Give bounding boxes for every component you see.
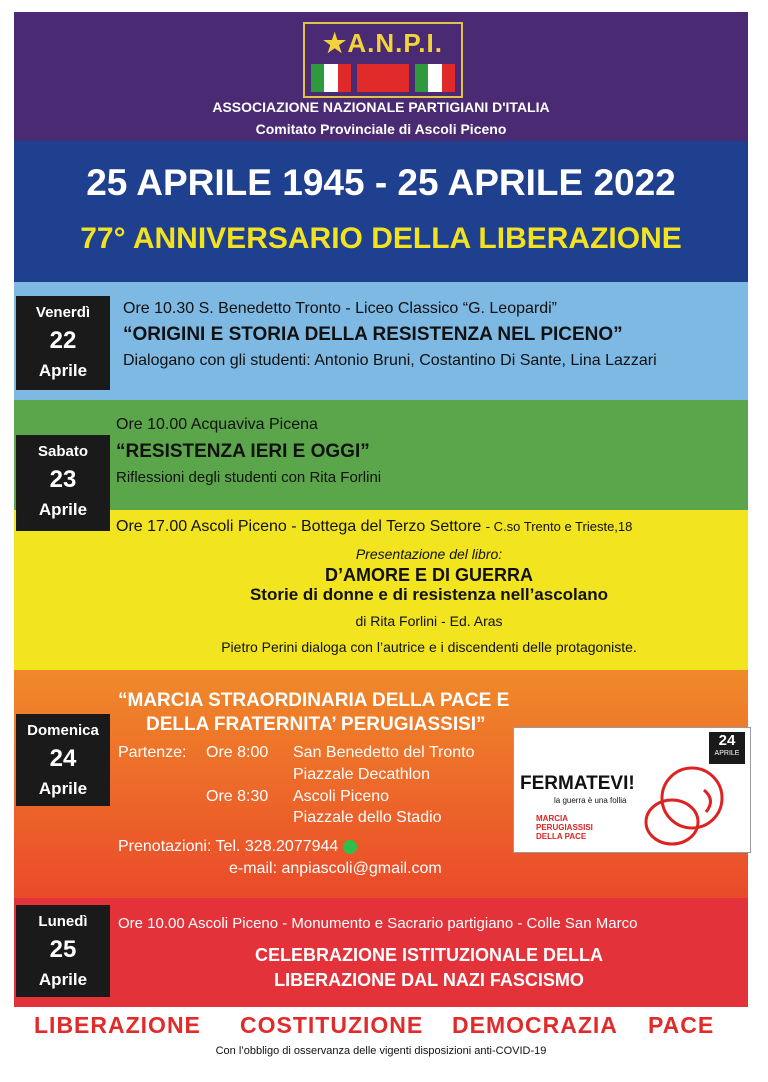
poster-headline: FERMATEVI! bbox=[520, 773, 635, 794]
committee-name: Comitato Provinciale di Ascoli Piceno bbox=[255, 121, 507, 137]
event-time-place: Ore 10.00 Acquaviva Picena bbox=[116, 416, 318, 433]
event-title-line1: CELEBRAZIONE ISTITUZIONALE DELLA bbox=[255, 945, 603, 965]
event-title: “ORIGINI E STORIA DELLA RESISTENZA NEL PICENO” bbox=[123, 324, 623, 345]
event-time-place: Ore 10.00 Ascoli Piceno - Monumento e Sacrario partigiano - Colle San Marco bbox=[118, 915, 638, 932]
flag-icon bbox=[311, 64, 351, 92]
footer-word: COSTITUZIONE bbox=[240, 1012, 424, 1038]
event-time-place: Ore 17.00 Ascoli Piceno - Bottega del Terzo Settore - C.so Trento e Trieste,18 bbox=[116, 518, 633, 535]
whatsapp-icon bbox=[343, 840, 357, 854]
book-author: di Rita Forlini - Ed. Aras bbox=[355, 613, 503, 629]
footer-word: PACE bbox=[648, 1012, 715, 1038]
page-title: 25 APRILE 1945 - 25 APRILE 2022 bbox=[86, 162, 676, 203]
anniversary-subtitle: 77° ANNIVERSARIO DELLA LIBERAZIONE bbox=[80, 222, 682, 255]
date-badge-sunday: Domenica 24 Aprile bbox=[16, 714, 110, 806]
logo-text: ★A.N.P.I. bbox=[323, 28, 443, 58]
date-badge-monday: Lunedì 25 Aprile bbox=[16, 905, 110, 997]
departure-spot: Piazzale dello Stadio bbox=[293, 809, 442, 826]
book-subtitle: Storie di donne e di resistenza nell’ascolano bbox=[249, 585, 609, 604]
poster-march-text: MARCIA PERUGIASSISI DELLA PACE bbox=[536, 814, 593, 841]
event-time-place: Ore 10.30 S. Benedetto Tronto - Liceo Classico “G. Leopardi” bbox=[123, 300, 558, 317]
booking-email[interactable]: e-mail: anpiascoli@gmail.com bbox=[229, 860, 442, 877]
footer-word: LIBERAZIONE bbox=[34, 1012, 201, 1038]
poster-illustration bbox=[634, 750, 744, 850]
book-dialogue: Pietro Perini dialoga con l’autrice e i discendenti delle protagoniste. bbox=[221, 639, 637, 655]
date-badge-saturday: Sabato 23 Aprile bbox=[16, 435, 110, 531]
flag-icon bbox=[415, 64, 455, 92]
departure-spot: Piazzale Decathlon bbox=[293, 766, 430, 783]
march-poster bbox=[513, 727, 751, 853]
departure-place: Ascoli Piceno bbox=[293, 788, 390, 805]
march-title-line1: “MARCIA STRAORDINARIA DELLA PACE E bbox=[118, 690, 510, 711]
departure-label: Partenze: bbox=[118, 744, 187, 761]
ribbon-icon bbox=[357, 64, 409, 92]
star-icon: ★ bbox=[323, 28, 348, 58]
march-title-line2: DELLA FRATERNITA’ PERUGIASSISI” bbox=[146, 714, 486, 735]
anpi-logo bbox=[303, 22, 463, 98]
book-title: D’AMORE E DI GUERRA bbox=[324, 565, 533, 585]
poster-tagline: la guerra è una follia bbox=[554, 796, 627, 805]
org-name: ASSOCIAZIONE NAZIONALE PARTIGIANI D'ITALIA bbox=[212, 99, 550, 115]
departure-time: Ore 8:00 bbox=[206, 744, 269, 761]
book-intro: Presentazione del libro: bbox=[355, 546, 503, 562]
booking-phone: Prenotazioni: Tel. 328.2077944 bbox=[118, 838, 357, 856]
footer-word: DEMOCRAZIA bbox=[452, 1012, 618, 1038]
event-title: “RESISTENZA IERI E OGGI” bbox=[116, 441, 370, 462]
departure-place: San Benedetto del Tronto bbox=[293, 744, 475, 761]
event-title-line2: LIBERAZIONE DAL NAZI FASCISMO bbox=[274, 970, 584, 990]
event-detail: Dialogano con gli studenti: Antonio Bruni, Costantino Di Sante, Lina Lazzari bbox=[123, 352, 657, 369]
covid-note: Con l’obbligo di osservanza delle vigenti disposizioni anti-COVID-19 bbox=[215, 1045, 547, 1057]
event-detail: Riflessioni degli studenti con Rita Forlini bbox=[116, 469, 382, 486]
date-badge-friday: Venerdì 22 Aprile bbox=[16, 296, 110, 390]
departure-time: Ore 8:30 bbox=[206, 788, 269, 805]
poster-date: 24 APRILE bbox=[709, 732, 745, 764]
